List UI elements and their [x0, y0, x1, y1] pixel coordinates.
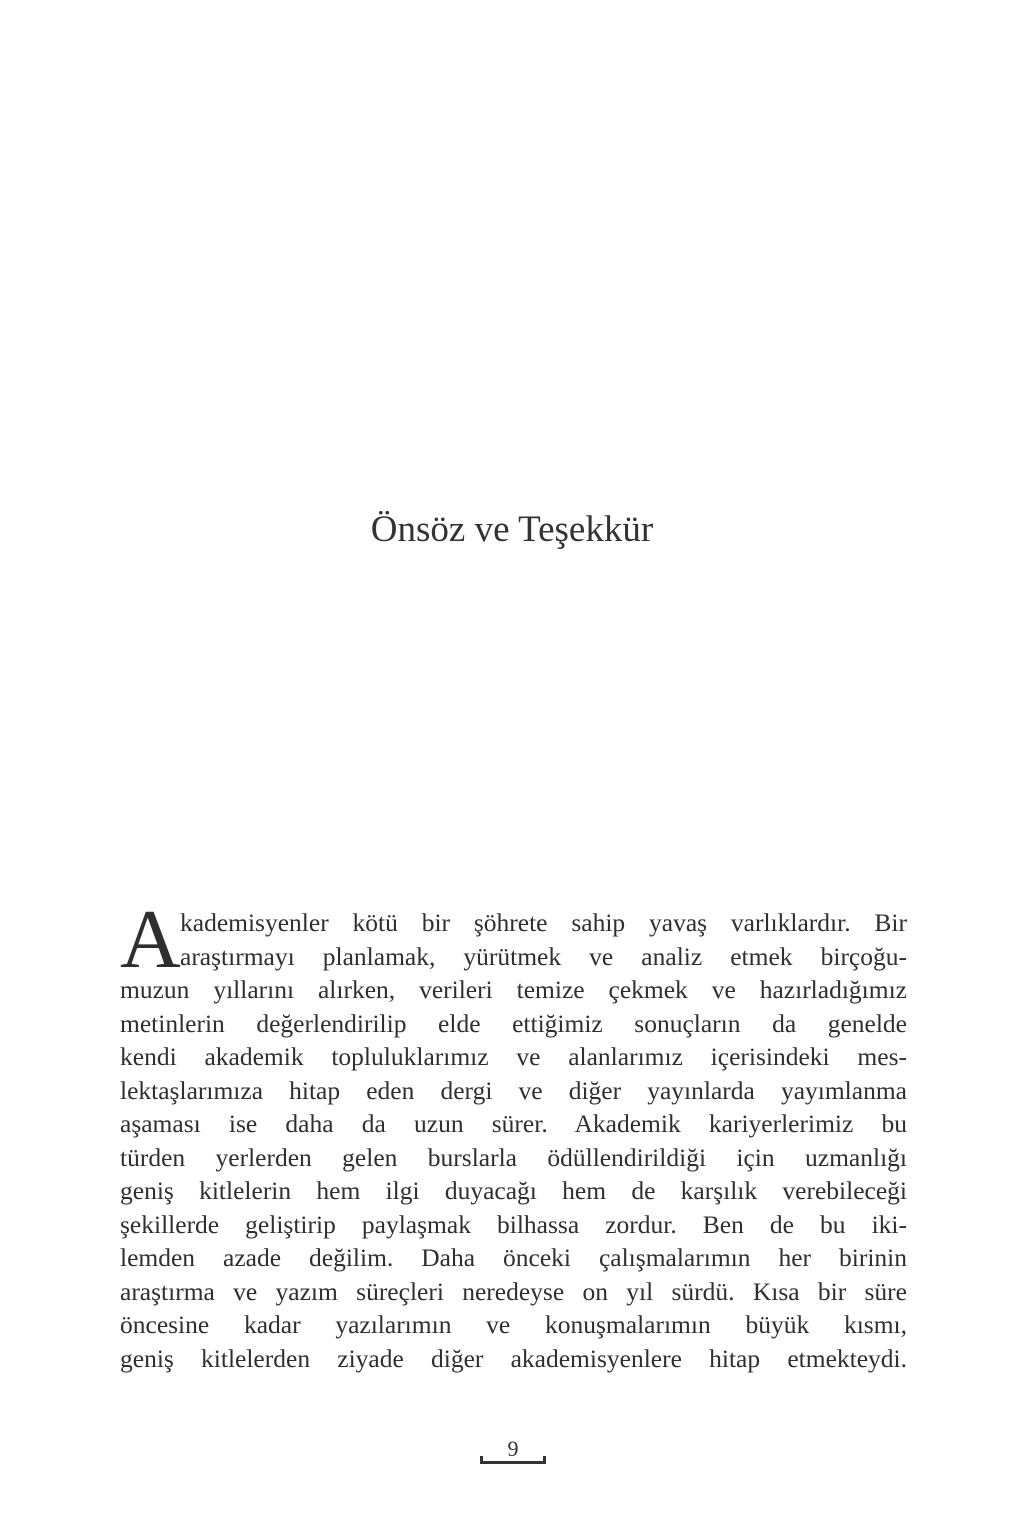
drop-cap: A	[120, 893, 181, 986]
page-number-footer	[480, 1436, 546, 1468]
text-line: kademisyenler kötü bir şöhrete sahip yavaş varlıklardır. Bir	[180, 908, 907, 937]
text-line: türden yerlerden gelen burslarla ödüllendirildiği için uzmanlığı	[120, 1142, 907, 1172]
text-line: aşaması ise daha da uzun sürer. Akademik kariyerlerimiz bu	[120, 1109, 907, 1138]
text-line: lektaşlarımıza hitap eden dergi ve diğer yayınlarda yayımlanma	[120, 1075, 907, 1105]
chapter-title: Önsöz ve Teşekkür	[370, 509, 654, 550]
text-line: muzun yıllarını alırken, verileri temize çekmek ve hazırladığımız	[120, 975, 907, 1004]
page-number: 9	[507, 1436, 519, 1461]
text-line: geniş kitlelerden ziyade diğer akademisyenlere hitap etmekteydi.	[120, 1343, 907, 1373]
text-line: metinlerin değerlendirilip elde ettiğimiz sonuçların da genelde	[120, 1008, 907, 1038]
text-line: lemden azade değilim. Daha önceki çalışmalarımın her birinin	[120, 1243, 907, 1272]
text-line: kendi akademik topluluklarımız ve alanlarımız içerisindeki mes-	[120, 1042, 907, 1071]
text-line: araştırmayı planlamak, yürütmek ve analiz etmek birçoğu-	[180, 941, 907, 971]
text-line: şekillerde geliştirip paylaşmak bilhassa zordur. Ben de bu iki-	[120, 1209, 907, 1239]
text-line: araştırma ve yazım süreçleri neredeyse on yıl sürdü. Kısa bir süre	[120, 1276, 907, 1306]
page-number-rule	[480, 1461, 546, 1464]
text-line: geniş kitlelerin hem ilgi duyacağı hem de karşılık verebileceği	[120, 1176, 907, 1205]
text-line: öncesine kadar yazılarımın ve konuşmalarımın büyük kısmı,	[120, 1310, 907, 1339]
body-paragraph	[120, 893, 907, 1375]
